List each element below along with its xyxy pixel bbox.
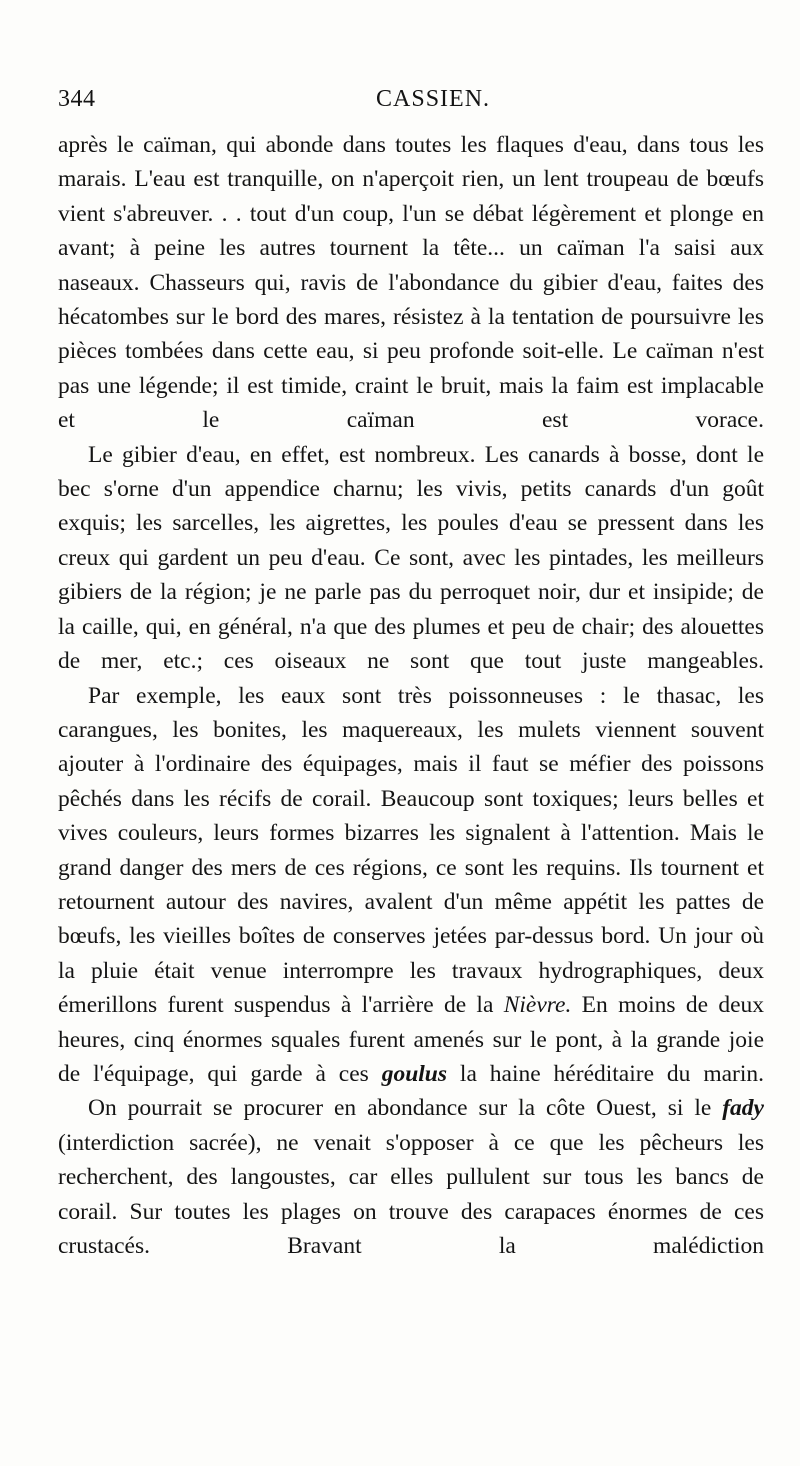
paragraph-water-birds: Le gibier d'eau, en effet, est nombreux. Les canards à bosse, dont le bec s'orne d'un appendice charnu; les vivis, petits canards d'un goût exquis; les sarcelles, les aigrettes, les poules d'eau se pressent dans les creux qui gardent un peu d'eau. Ce sont, avec les pintades, les meilleurs gibiers de la région; je ne parle pas du perroquet noir, dur et insipide; de la caille, qui, en général, n'a que des plumes et peu de chair; des alouettes de mer, etc.; ces oiseaux ne sont que tout juste mangeables.: [58, 441, 764, 675]
running-title: CASSIEN.: [376, 86, 491, 112]
paragraph-text: Par exemple, les eaux sont très poissonneuses : le thasac, les carangues, les bonites, les maquereaux, les mulets viennent souvent ajouter à l'ordinaire des équipages, mais il faut se méfier des poissons pêchés dans les récifs de corail. Beaucoup sont toxiques; leurs belles et vives couleurs, leurs formes bizarres les signalent à l'attention. Mais le grand danger des mers de ces régions, ce sont les requins. Ils tournent et retournent autour des navires, avalent d'un même appétit les pattes de bœufs, les vieilles boîtes de conserves jetées par-dessus bord. Un jour où la pluie était venue interrompre les travaux hydrographiques, deux émerillons furent suspendus à l'arrière de la: [58, 682, 764, 1019]
paragraph-text: la haine héréditaire du marin.: [447, 1060, 765, 1087]
body-text: [58, 128, 764, 1263]
italic-term: fady: [722, 1095, 764, 1122]
paragraph-fish-and-sharks: [58, 679, 764, 1092]
ship-name: Nièvre.: [503, 992, 572, 1019]
page-header: [58, 86, 764, 120]
paragraph-text: On pourrait se procurer en abondance sur la côte Ouest, si le: [88, 1095, 723, 1122]
italic-term: goulus: [381, 1060, 448, 1087]
paragraph-caiman: après le caïman, qui abonde dans toutes les flaques d'eau, dans tous les marais. L'eau est tranquille, on n'aperçoit rien, un lent troupeau de bœufs vient s'abreuver. . . tout d'un coup, l'un se débat légèrement et plonge en avant; à peine les autres tournent la tête... un caïman l'a saisi aux naseaux. Chasseurs qui, ravis de l'abondance du gibier d'eau, faites des hécatombes sur le bord des mares, résistez à la tentation de poursuivre les pièces tombées dans cette eau, si peu profonde soit-elle. Le caïman n'est pas une légende; il est timide, craint le bruit, mais la faim est implacable et le caïman est vorace.: [58, 132, 764, 434]
paragraph-text: En moins de deux heures, cinq énormes squales furent amenés sur le pont, à la grande joie de l'équipage, qui garde à ces: [58, 992, 764, 1087]
paragraph-text: (interdiction sacrée), ne venait s'opposer à ce que les pêcheurs les recherchent, des langoustes, car elles pullulent sur tous les bancs de corail. Sur toutes les plages on trouve des carapaces énormes de ces crustacés. Bravant la malédiction: [58, 1129, 764, 1259]
paragraph-lobsters: [58, 1091, 764, 1263]
page-number: 344: [58, 86, 96, 112]
